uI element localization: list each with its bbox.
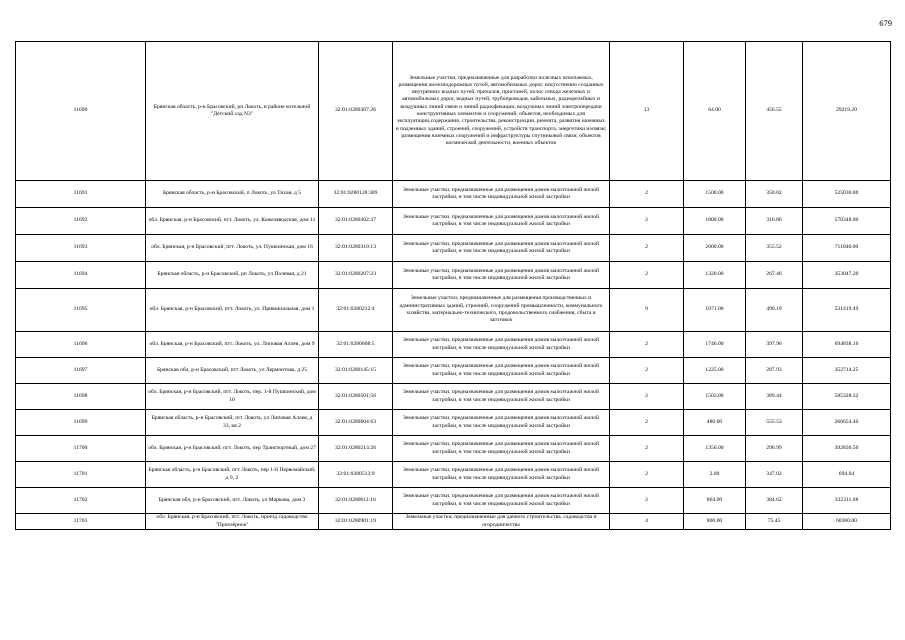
use-group-cell: 2: [610, 208, 684, 235]
address-cell: обл. Брянская, р-н Брасовский, пгт. Локоть, проезд садоводство "Приозёрное": [146, 514, 319, 530]
address-cell: Брянская область, р-н Брасовский, рп Локоть, ул Полевая, д 21: [146, 262, 319, 289]
address-cell: обл. Брянская, р-н Брасовский, пгт. Локоть, ул. Привокзальная, дом 1: [146, 289, 319, 332]
cadastral-number-cell: 32:01:0280307:26: [319, 42, 393, 181]
cadastral-number-cell: 32:01:0280302:37: [319, 208, 393, 235]
specific-value-cell: 350.02: [746, 181, 803, 208]
use-group-cell: 2: [610, 384, 684, 410]
row-number-cell: 11701: [16, 462, 146, 488]
permitted-use-cell: Земельные участки, предназначенные для размещения домов малоэтажной жилой застройки, в том числе индивидуальной жилой застройки: [393, 262, 610, 289]
table-row: [16, 42, 891, 181]
address-cell: обл. Брянская, р-н Брасовский, пгт. Локоть, ул. Липовая Аллея, дом 9: [146, 332, 319, 358]
address-cell: обл. Брянская, р-н Брасовский, пгт. Локоть, ул. Пушкинская, дом 16: [146, 235, 319, 262]
table-row: [16, 289, 891, 332]
cadastral-value-table: [15, 41, 891, 530]
cadastral-value-cell: 29219.20: [803, 42, 891, 181]
area-cell: 2.00: [684, 462, 746, 488]
table-row: [16, 462, 891, 488]
address-cell: обл. Брянская, р-н Брасовский, пгт. Локоть, пер Транспортный, дом 27: [146, 436, 319, 462]
specific-value-cell: 384.62: [746, 488, 803, 514]
row-number-cell: 11695: [16, 289, 146, 332]
table-row: [16, 208, 891, 235]
cadastral-value-cell: 266654.40: [803, 410, 891, 436]
specific-value-cell: 287.93: [746, 358, 803, 384]
use-group-cell: 2: [610, 235, 684, 262]
permitted-use-cell: Земельные участки, предназначенные для размещения домов малоэтажной жилой застройки, в том числе индивидуальной жилой застройки: [393, 462, 610, 488]
area-cell: 1225.00: [684, 358, 746, 384]
row-number-cell: 11696: [16, 332, 146, 358]
permitted-use-cell: Земельные участки, предназначенные для размещения домов малоэтажной жилой застройки, в том числе индивидуальной жилой застройки: [393, 410, 610, 436]
row-number-cell: 11693: [16, 235, 146, 262]
row-number-cell: 11700: [16, 436, 146, 462]
specific-value-cell: 290.99: [746, 436, 803, 462]
table-row: [16, 332, 891, 358]
permitted-use-cell: Земельные участки, предназначенные для размещения домов малоэтажной жилой застройки, в том числе индивидуальной жилой застройки: [393, 181, 610, 208]
row-number-cell: 11697: [16, 358, 146, 384]
permitted-use-cell: Земельные участки, предназначенные для дачного строительства, садоводства и огородничества: [393, 514, 610, 530]
cadastral-number-cell: 32:01:0280213:26: [319, 436, 393, 462]
specific-value-cell: 267.46: [746, 262, 803, 289]
cadastral-value-cell: 531419.49: [803, 289, 891, 332]
cadastral-value-cell: 585328.32: [803, 384, 891, 410]
table-row: [16, 436, 891, 462]
table-row: [16, 262, 891, 289]
area-cell: 1350.00: [684, 436, 746, 462]
use-group-cell: 2: [610, 358, 684, 384]
cadastral-number-cell: 32:01:0280513:9: [319, 462, 393, 488]
area-cell: 1503.00: [684, 384, 746, 410]
area-cell: 64.00: [684, 42, 746, 181]
area-cell: 1071.00: [684, 289, 746, 332]
table-row: [16, 358, 891, 384]
cadastral-number-cell: 32:01:0280207:23: [319, 262, 393, 289]
specific-value-cell: 389.44: [746, 384, 803, 410]
use-group-cell: 2: [610, 332, 684, 358]
page-number: 679: [879, 18, 892, 28]
cadastral-number-cell: 32:01:0280901:19: [319, 514, 393, 530]
use-group-cell: 2: [610, 410, 684, 436]
row-number-cell: 11691: [16, 181, 146, 208]
table-row: [16, 410, 891, 436]
use-group-cell: 2: [610, 436, 684, 462]
use-group-cell: 2: [610, 181, 684, 208]
area-cell: 2000.00: [684, 235, 746, 262]
area-cell: 1746.00: [684, 332, 746, 358]
specific-value-cell: 397.96: [746, 332, 803, 358]
use-group-cell: 4: [610, 514, 684, 530]
row-number-cell: 11694: [16, 262, 146, 289]
table-row: [16, 235, 891, 262]
use-group-cell: 9: [610, 289, 684, 332]
permitted-use-cell: Земельные участки, предназначенные для размещения домов малоэтажной жилой застройки, в том числе индивидуальной жилой застройки: [393, 488, 610, 514]
cadastral-value-cell: 352714.25: [803, 358, 891, 384]
cadastral-value-cell: 353047.20: [803, 262, 891, 289]
address-cell: обл. Брянская, р-н Брасовский, пгт. Локоть, ул. Кожезаводская, дом 11: [146, 208, 319, 235]
cadastral-value-cell: 711040.00: [803, 235, 891, 262]
permitted-use-cell: Земельные участки, предназначенные для размещения домов малоэтажной жилой застройки, в том числе индивидуальной жилой застройки: [393, 332, 610, 358]
cadastral-number-cell: 32:01:0280310:13: [319, 235, 393, 262]
specific-value-cell: 347.02: [746, 462, 803, 488]
row-number-cell: 11692: [16, 208, 146, 235]
use-group-cell: 2: [610, 462, 684, 488]
cadastral-number-cell: 32:01:0280128:309: [319, 181, 393, 208]
permitted-use-cell: Земельные участки, предназначенные для размещения производственных и административных зданий, строений, сооружений промышленности, коммунального хозяйства, материально-технического, продовольственного снабжения, сбыта и заготовок: [393, 289, 610, 332]
area-cell: 1320.00: [684, 262, 746, 289]
area-cell: 864.00: [684, 488, 746, 514]
row-number-cell: 11690: [16, 42, 146, 181]
specific-value-cell: 555.53: [746, 410, 803, 436]
address-cell: обл. Брянская, р-н Брасовский, пгт. Локоть, пер. 1-й Пушкинский, дом 10: [146, 384, 319, 410]
table-row: [16, 488, 891, 514]
cadastral-value-cell: 694.04: [803, 462, 891, 488]
address-cell: Брянская область, р-н Брасовский, рп Локоть, в районе котельной "Детский сад N3": [146, 42, 319, 181]
cadastral-number-cell: 32:01:0280212:4: [319, 289, 393, 332]
specific-value-cell: 496.19: [746, 289, 803, 332]
address-cell: Брянская область, р-н Брасовский, п Локоть, ул Тихая, д 5: [146, 181, 319, 208]
cadastral-value-cell: 392836.50: [803, 436, 891, 462]
area-cell: 1800.00: [684, 208, 746, 235]
row-number-cell: 11702: [16, 488, 146, 514]
cadastral-number-cell: 32:01:0280604:63: [319, 410, 393, 436]
address-cell: Брянская обл, р-н Брасовский, пгт. Локоть, ул Маркова, дом 3: [146, 488, 319, 514]
specific-value-cell: 355.52: [746, 235, 803, 262]
address-cell: Брянская обл, р-н Брасовский, пгт Локоть, ул Лермонтова, д 25: [146, 358, 319, 384]
area-cell: 480.00: [684, 410, 746, 436]
specific-value-cell: 316.86: [746, 208, 803, 235]
cadastral-value-cell: 525030.00: [803, 181, 891, 208]
cadastral-value-cell: 332311.68: [803, 488, 891, 514]
cadastral-value-cell: 694838.16: [803, 332, 891, 358]
specific-value-cell: 456.55: [746, 42, 803, 181]
permitted-use-cell: Земельные участки, предназначенные для размещения домов малоэтажной жилой застройки, в том числе индивидуальной жилой застройки: [393, 235, 610, 262]
address-cell: Брянская область, р-н Брасовский, пгт Локоть, ул Липовая Аллея, д 33, кв 2: [146, 410, 319, 436]
cadastral-number-cell: 32:01:0280608:5: [319, 332, 393, 358]
permitted-use-cell: Земельные участки, предназначенные для размещения домов малоэтажной жилой застройки, в том числе индивидуальной жилой застройки: [393, 384, 610, 410]
permitted-use-cell: Земельные участки, предназначенные для размещения домов малоэтажной жилой застройки, в том числе индивидуальной жилой застройки: [393, 358, 610, 384]
table-row: [16, 514, 891, 530]
cadastral-value-cell: 570348.00: [803, 208, 891, 235]
use-group-cell: 13: [610, 42, 684, 181]
table-row: [16, 384, 891, 410]
address-cell: Брянская область, р-н Брасовский, пгт Локоть, пер 1-й Первомайский, д 9, 2: [146, 462, 319, 488]
cadastral-number-cell: 32:01:0280501:56: [319, 384, 393, 410]
specific-value-cell: 75.45: [746, 514, 803, 530]
permitted-use-cell: Земельные участки, предназначенные для размещения домов малоэтажной жилой застройки, в том числе индивидуальной жилой застройки: [393, 436, 610, 462]
use-group-cell: 2: [610, 262, 684, 289]
cadastral-value-cell: 60360.00: [803, 514, 891, 530]
row-number-cell: 11703: [16, 514, 146, 530]
row-number-cell: 11698: [16, 384, 146, 410]
cadastral-number-cell: 32:01:0280611:16: [319, 488, 393, 514]
table-row: [16, 181, 891, 208]
cadastral-number-cell: 32:01:0280145:15: [319, 358, 393, 384]
permitted-use-cell: Земельные участки, предназначенные для разработки полезных ископаемых, размещения железнодорожных путей, автомобильных дорог, искусственно созданных внутренних водных путей, причалов, пристаней, полос отвода железных и автомобильных дорог, водных путей, трубопроводов, кабельных, радиорелейных и воздушных линий связи и линий радиофикации, воздушных линий электропередачи конструктивных элементов и сооружений, объектов, необходимых для эксплуатации,содержания, строительства, реконструкции, ремонта, развития наземных и подземных зданий, строений, сооружений, устройств транспорта, энергетики иэсвязи; размещения наземных сооружений и инфраструктуры спутниковой связи, объектов космической деятельности, военных объектов: [393, 42, 610, 181]
row-number-cell: 11699: [16, 410, 146, 436]
permitted-use-cell: Земельные участки, предназначенные для размещения домов малоэтажной жилой застройки, в том числе индивидуальной жилой застройки: [393, 208, 610, 235]
area-cell: 1500.00: [684, 181, 746, 208]
use-group-cell: 2: [610, 488, 684, 514]
area-cell: 800.00: [684, 514, 746, 530]
